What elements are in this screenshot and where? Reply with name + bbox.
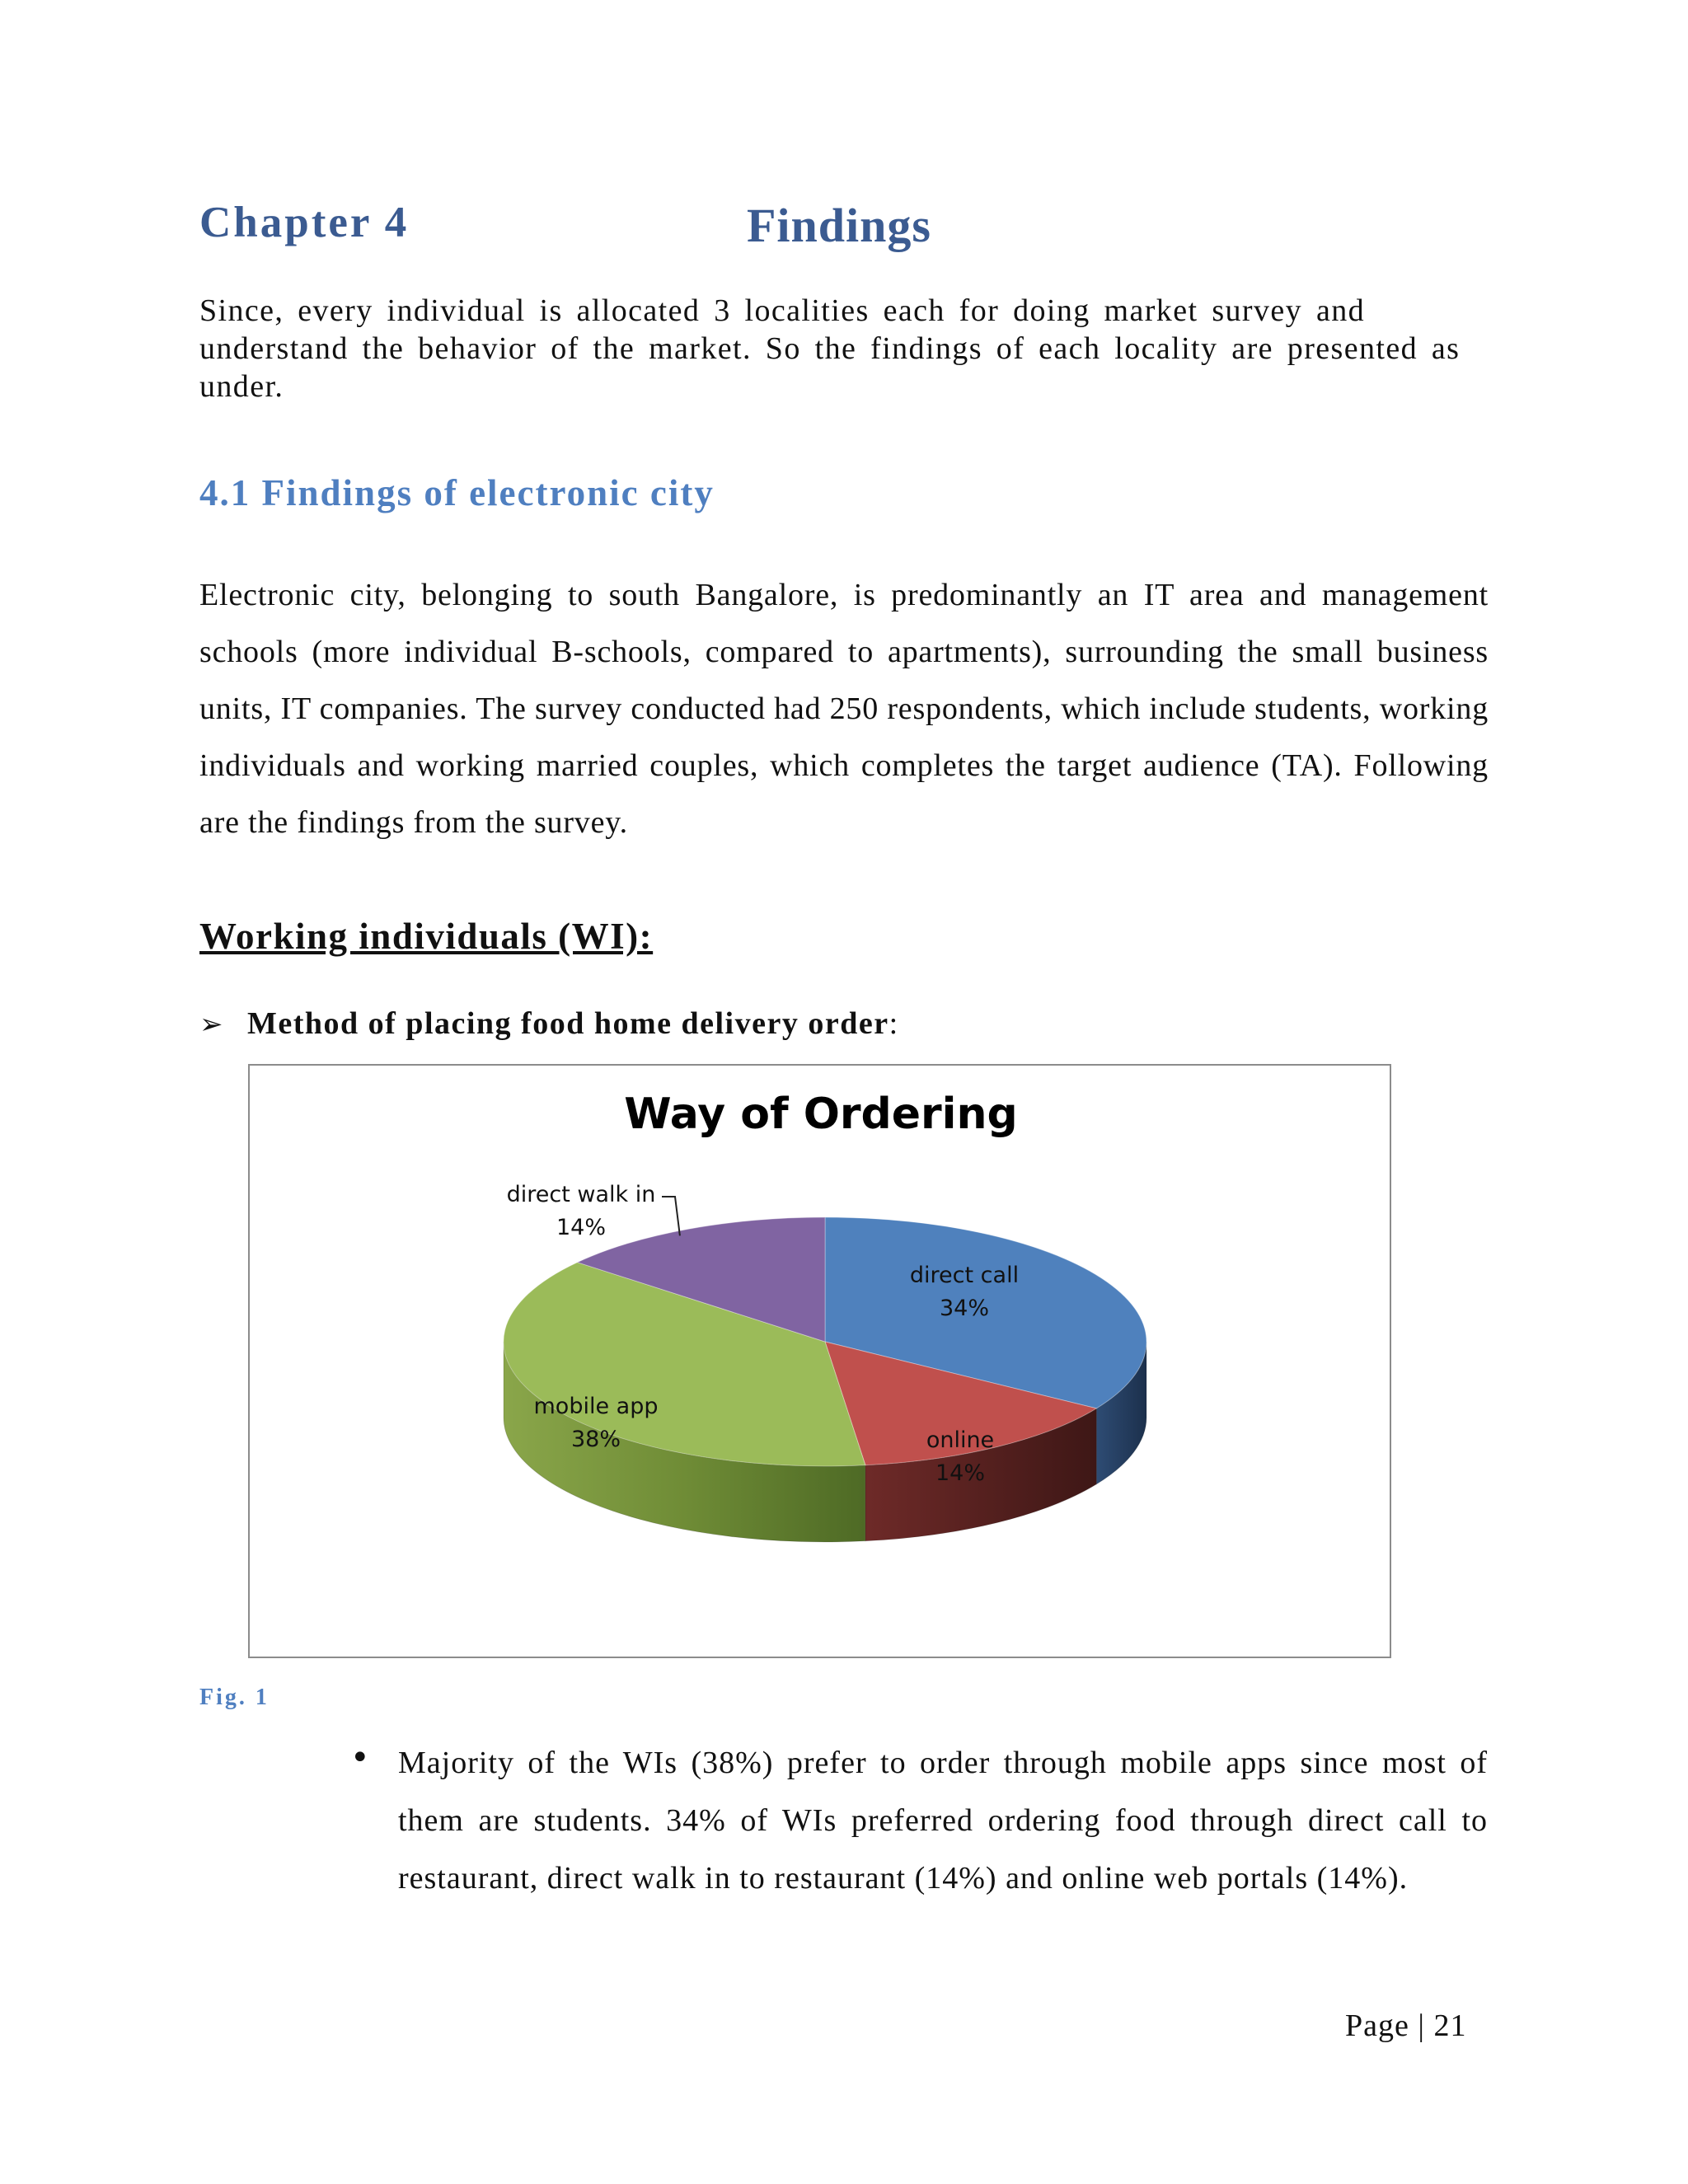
pie-leader-line (662, 1197, 680, 1235)
pie-value-online: 14% (935, 1460, 986, 1486)
pie-label-mobile-app: mobile app (533, 1394, 659, 1419)
pie-value-mobile-app: 38% (570, 1427, 621, 1452)
chapter-header (199, 198, 1518, 264)
pie-value-direct-call: 34% (939, 1296, 990, 1321)
pie-chart (250, 1066, 1390, 1657)
sub-heading: Working individuals (WI): (199, 916, 654, 957)
intro-paragraph: Since, every individual is allocated 3 localities each for doing market survey and understand the behavior of the market. So the findings of each locality are presented as under. (199, 293, 1461, 404)
chart-container (248, 1064, 1391, 1658)
arrow-bullet-icon: ➢ (199, 1008, 224, 1041)
chapter-label: Chapter 4 (199, 199, 410, 246)
section-paragraph: Electronic city, belonging to south Bangalore, is predominantly an IT area and management schools (more individual B-schools, compared to apartments), surrounding the small business units, IT companies. The survey conducted had 250 respondents, which include students, working individuals and working married couples, which completes the target audience (TA). Following are the findings from the survey. (199, 578, 1489, 840)
pie-label-direct-call: direct call (909, 1263, 1020, 1288)
section-heading: 4.1 Findings of electronic city (199, 472, 715, 513)
method-line (199, 1005, 899, 1042)
pie-label-direct-walk-in: direct walk in (506, 1182, 656, 1207)
method-suffix: : (889, 1006, 899, 1041)
method-label: Method of placing food home delivery order (247, 1006, 889, 1041)
bullet-icon: • (350, 1739, 370, 1777)
summary-paragraph: Majority of the WIs (38%) prefer to order through mobile apps since most of them are students. 34% of WIs preferred ordering food through direct call to restaurant, direct walk in to restaurant (14%) and online web portals (14%). (398, 1746, 1488, 1896)
page-number: Page | 21 (1345, 2008, 1467, 2043)
chapter-title: Findings (747, 199, 931, 252)
chart-title: Way of Ordering (624, 1090, 1018, 1139)
pie-value-direct-walk-in: 14% (556, 1215, 607, 1240)
pie-label-online: online (926, 1427, 995, 1453)
figure-caption: Fig. 1 (199, 1685, 270, 1710)
